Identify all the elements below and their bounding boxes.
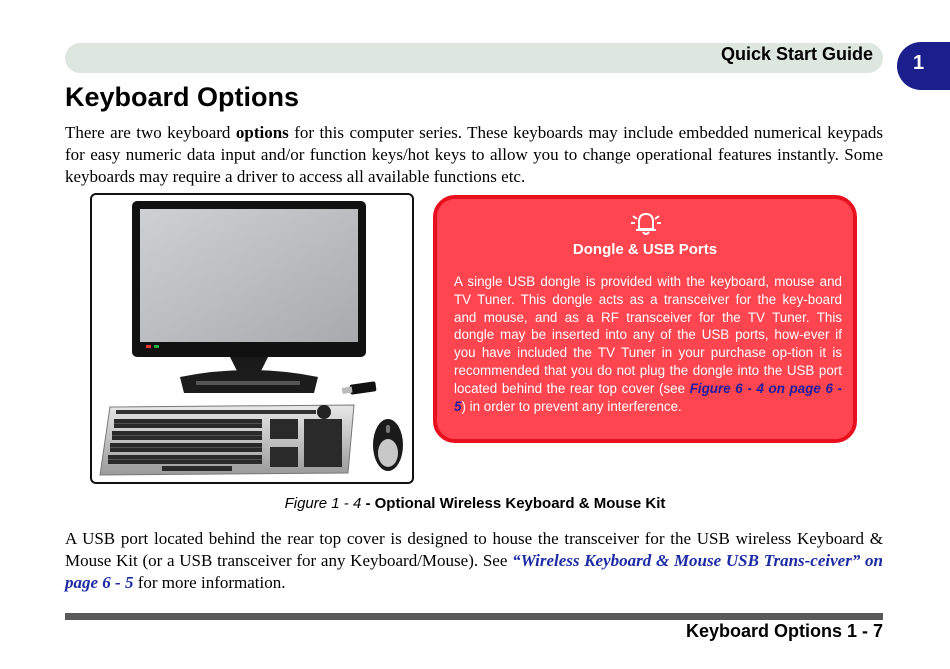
note-box	[433, 195, 857, 443]
figure-caption	[0, 495, 950, 512]
intro-paragraph	[65, 122, 883, 188]
mouse	[373, 419, 403, 471]
footer-page-label: Keyboard Options 1 - 7	[685, 621, 883, 641]
caption-label: Figure 1 - 4	[284, 495, 362, 512]
intro-text-end: for this computer series. These keyboards may include embedded numerical keypads for easy numeric data input and/or function keys/hot keys to allow you to change operational features instantly. Some keyboards may require a driver to access all available functions etc.	[65, 123, 884, 186]
note-title: Dongle & USB Ports	[572, 241, 718, 258]
body-text-end: for more information.	[133, 573, 286, 592]
body-paragraph	[65, 528, 883, 594]
keyboard-kit-photo	[90, 193, 414, 484]
keyboard	[100, 405, 354, 475]
footer-rule	[65, 613, 883, 620]
header-bar	[65, 43, 883, 73]
monitor	[132, 201, 366, 393]
intro-text-start: There are two keyboard	[65, 123, 236, 142]
header-title: Quick Start Guide	[720, 44, 873, 64]
note-body	[454, 273, 842, 415]
caption-text: - Optional Wireless Keyboard & Mouse Kit	[361, 495, 666, 512]
note-figure-link[interactable]: Figure 6 - 4 on page 6 - 5	[454, 380, 842, 414]
usb-dongle	[342, 381, 377, 395]
monitor-logo	[248, 349, 249, 355]
body-text-start: A USB port located behind the rear top cover is designed to house the transceiver for the USB wireless Keyboard & Mouse Kit (or a USB transceiver for any Keyboard/Mouse). See	[65, 529, 883, 570]
wireless-transceiver-link[interactable]: “Wireless Keyboard & Mouse USB Trans-ceiver” on page 6 - 5	[65, 551, 883, 592]
chapter-number: 1	[913, 52, 925, 74]
intro-bold-word: options	[235, 123, 289, 142]
note-text-start: A single USB dongle is provided with the keyboard, mouse and TV Tuner. This dongle acts as a transceiver for the key-board and mouse, and as a RF transceiver for the TV Tuner. This dongle may be inserted into any of the USB ports, how-ever if you have included the TV Tuner in your purchase op-tion it is recommended that you do not plug the dongle into the USB port located behind the rear top cover (see	[454, 274, 842, 396]
note-text-end: ) in order to prevent any interference.	[461, 398, 682, 414]
chapter-tab[interactable]	[897, 42, 950, 90]
bell-icon	[630, 209, 662, 237]
page-title: Keyboard Options	[65, 82, 300, 112]
keyboard-kit-illustration	[92, 195, 412, 482]
